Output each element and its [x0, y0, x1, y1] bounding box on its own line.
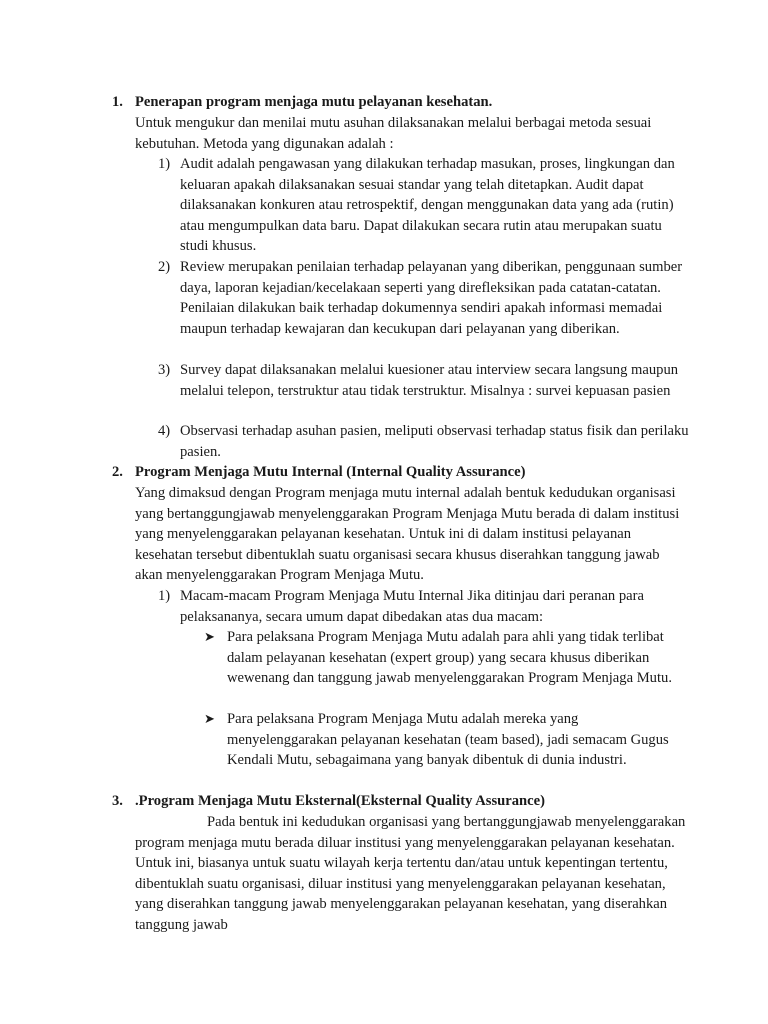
list-item-number: 1) [158, 588, 171, 604]
arrowhead-bullet-icon: ➤ [204, 711, 215, 726]
arrowhead-bullet-icon: ➤ [204, 629, 215, 644]
section-title: .Program Menjaga Mutu Eksternal(Eksternal Quality Assurance) [135, 793, 545, 809]
section-intro: Untuk mengukur dan menilai mutu asuhan dilaksanakan melalui berbagai metoda sesuai kebutuhan. Metoda yang digunakan adalah : [135, 115, 652, 152]
list-item-number: 2) [158, 259, 171, 275]
list-item-text: Observasi terhadap asuhan pasien, meliputi observasi terhadap status fisik dan perilaku pasien. [180, 423, 689, 460]
section-number: 3. [112, 793, 123, 809]
section-number: 2. [112, 464, 123, 480]
section-intro: Yang dimaksud dengan Program menjaga mutu internal adalah bentuk kedudukan organisasi yang bertanggungjawab menyelenggarakan Program Menjaga Mutu berada di dalam institusi yang menyelenggarakan pelayanan kesehatan. Untuk ini di dalam institusi pelayanan kesehatan tersebut dibentuklah suatu organisasi secara khusus diserahkan tanggung jawab akan menyelenggarakan Program Menjaga Mutu. [135, 485, 680, 584]
list-item-number: 3) [158, 362, 171, 378]
list-item-text: Review merupakan penilaian terhadap pelayanan yang diberikan, penggunaan sumber daya, laporan kejadian/kecelakaan seperti yang direfleksikan pada catatan-catatan. Penilaian dilakukan baik terhadap dokumennya sendiri apakah informasi memadai maupun terhadap kewajaran dan kecukupan dari pelayanan yang diberikan. [180, 259, 683, 337]
section-intro: Pada bentuk ini kedudukan organisasi yang bertanggungjawab menyelenggarakan program menjaga mutu berada diluar institusi yang menyelenggarakan pelayanan kesehatan. Untuk ini, biasanya untuk suatu wilayah kerja tertentu dan/atau untuk kepentingan tertentu, dibentuklah suatu organisasi, diluar institusi yang menyelenggarakan pelayanan kesehatan, yang diserahkan tanggung jawab menyelenggarakan pelayanan kesehatan, yang diserahkan tanggung jawab [135, 814, 686, 933]
section-title: Program Menjaga Mutu Internal (Internal Quality Assurance) [135, 464, 526, 480]
section-title: Penerapan program menjaga mutu pelayanan kesehatan. [135, 94, 493, 110]
section-number: 1. [112, 94, 123, 110]
list-item-text: Survey dapat dilaksanakan melalui kuesioner atau interview secara langsung maupun melalui telepon, terstruktur atau tidak terstruktur. Misalnya : survei kepuasan pasien [180, 362, 679, 399]
list-item-number: 1) [158, 156, 171, 172]
list-item-number: 4) [158, 423, 171, 439]
bullet-item-text: Para pelaksana Program Menjaga Mutu adalah para ahli yang tidak terlibat dalam pelayanan kesehatan (expert group) yang secara khusus diberikan wewenang dan tanggung jawab menyelenggarakan Program Menjaga Mutu. [227, 629, 672, 687]
bullet-item-text: Para pelaksana Program Menjaga Mutu adalah mereka yang menyelenggarakan pelayanan kesehatan (team based), jadi semacam Gugus Kendali Mutu, sebagaimana yang banyak dibentuk di dunia industri. [227, 711, 669, 769]
list-item-text: Macam-macam Program Menjaga Mutu Internal Jika ditinjau dari peranan para pelaksananya, secara umum dapat dibedakan atas dua macam: [180, 588, 644, 625]
list-item-text: Audit adalah pengawasan yang dilakukan terhadap masukan, proses, lingkungan dan keluaran apakah dilaksanakan sesuai standar yang telah ditetapkan. Audit dapat dilaksanakan konkuren atau retrospektif, dengan menggunakan data yang ada (rutin) atau mengumpulkan data baru. Dapat dilakukan secara rutin atau merupakan suatu studi khusus. [180, 156, 675, 255]
